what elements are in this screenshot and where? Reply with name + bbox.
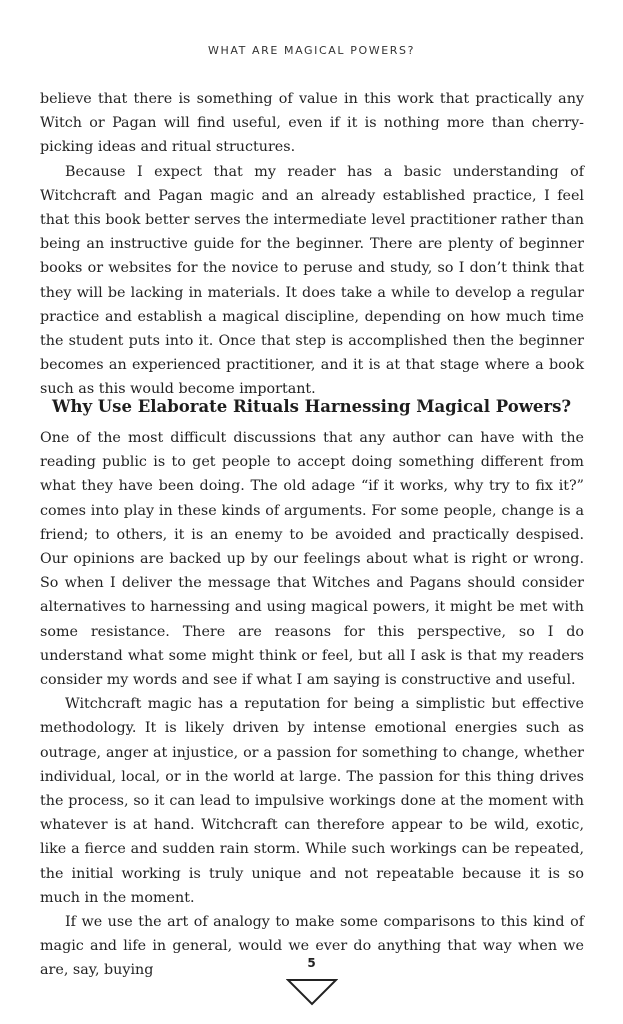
page-number: 5 (307, 956, 316, 970)
body-text-bottom (40, 426, 584, 983)
running-head: WHAT ARE MAGICAL POWERS? (207, 44, 416, 57)
paragraph-continued: believe that there is something of value in this work that practically any Witch or Pagan will find useful, even if it is nothing more than cherry-picking ideas and ritual structures. (40, 91, 584, 156)
paragraph: Because I expect that my reader has a basic understanding of Witchcraft and Pagan magic and an already established practice, I feel that this book better serves the intermediate level practitioner rather than being an instructive guide for the beginner. There are plenty of beginner books or websites for the novice to peruse and study, so I don’t think that they will be lacking in materials. It does take a while to develop a regular practice and establish a magical discipline, depending on how much time the student puts into it. Once that step is accomplished then the beginner becomes an experienced practitioner, and it is at that stage where a book such as this would become important. (40, 163, 584, 398)
body-text-top (40, 87, 584, 402)
paragraph: Witchcraft magic has a reputation for being a simplistic but effective methodology. It is likely driven by intense emotional energies such as outrage, anger at injustice, or a passion for something to change, whether individual, local, or in the world at large. The passion for this thing drives the process, so it can lead to impulsive workings done at the moment with whatever is at hand. Witchcraft can therefore appear to be wild, exotic, like a fierce and sudden rain storm. While such workings can be repeated, the initial working is truly unique and not repeatable because it is so much in the moment. (40, 696, 584, 906)
paragraph: One of the most difficult discussions that any author can have with the reading public is to get people to accept doing something different from what they have been doing. The old adage “if it works, why try to fix it?” comes into play in these kinds of arguments. For some people, change is a friend; to others, it is an enemy to be avoided and practically despised. Our opinions are backed up by our feelings about what is right or wrong. So when I deliver the message that Witches and Pagans should consider alternatives to harnessing and using magical powers, it might be met with some resistance. There are reasons for this perspective, so I do understand what some might think or feel, but all I ask is that my readers consider my words and see if what I am saying is constructive and useful. (40, 430, 584, 689)
section-heading: Why Use Elaborate Rituals Harnessing Magical Powers? (51, 397, 572, 416)
down-triangle-icon (286, 978, 338, 1006)
paragraph: If we use the art of analogy to make some comparisons to this kind of magic and life in general, would we ever do anything that way when we are, say, buying (40, 914, 584, 979)
